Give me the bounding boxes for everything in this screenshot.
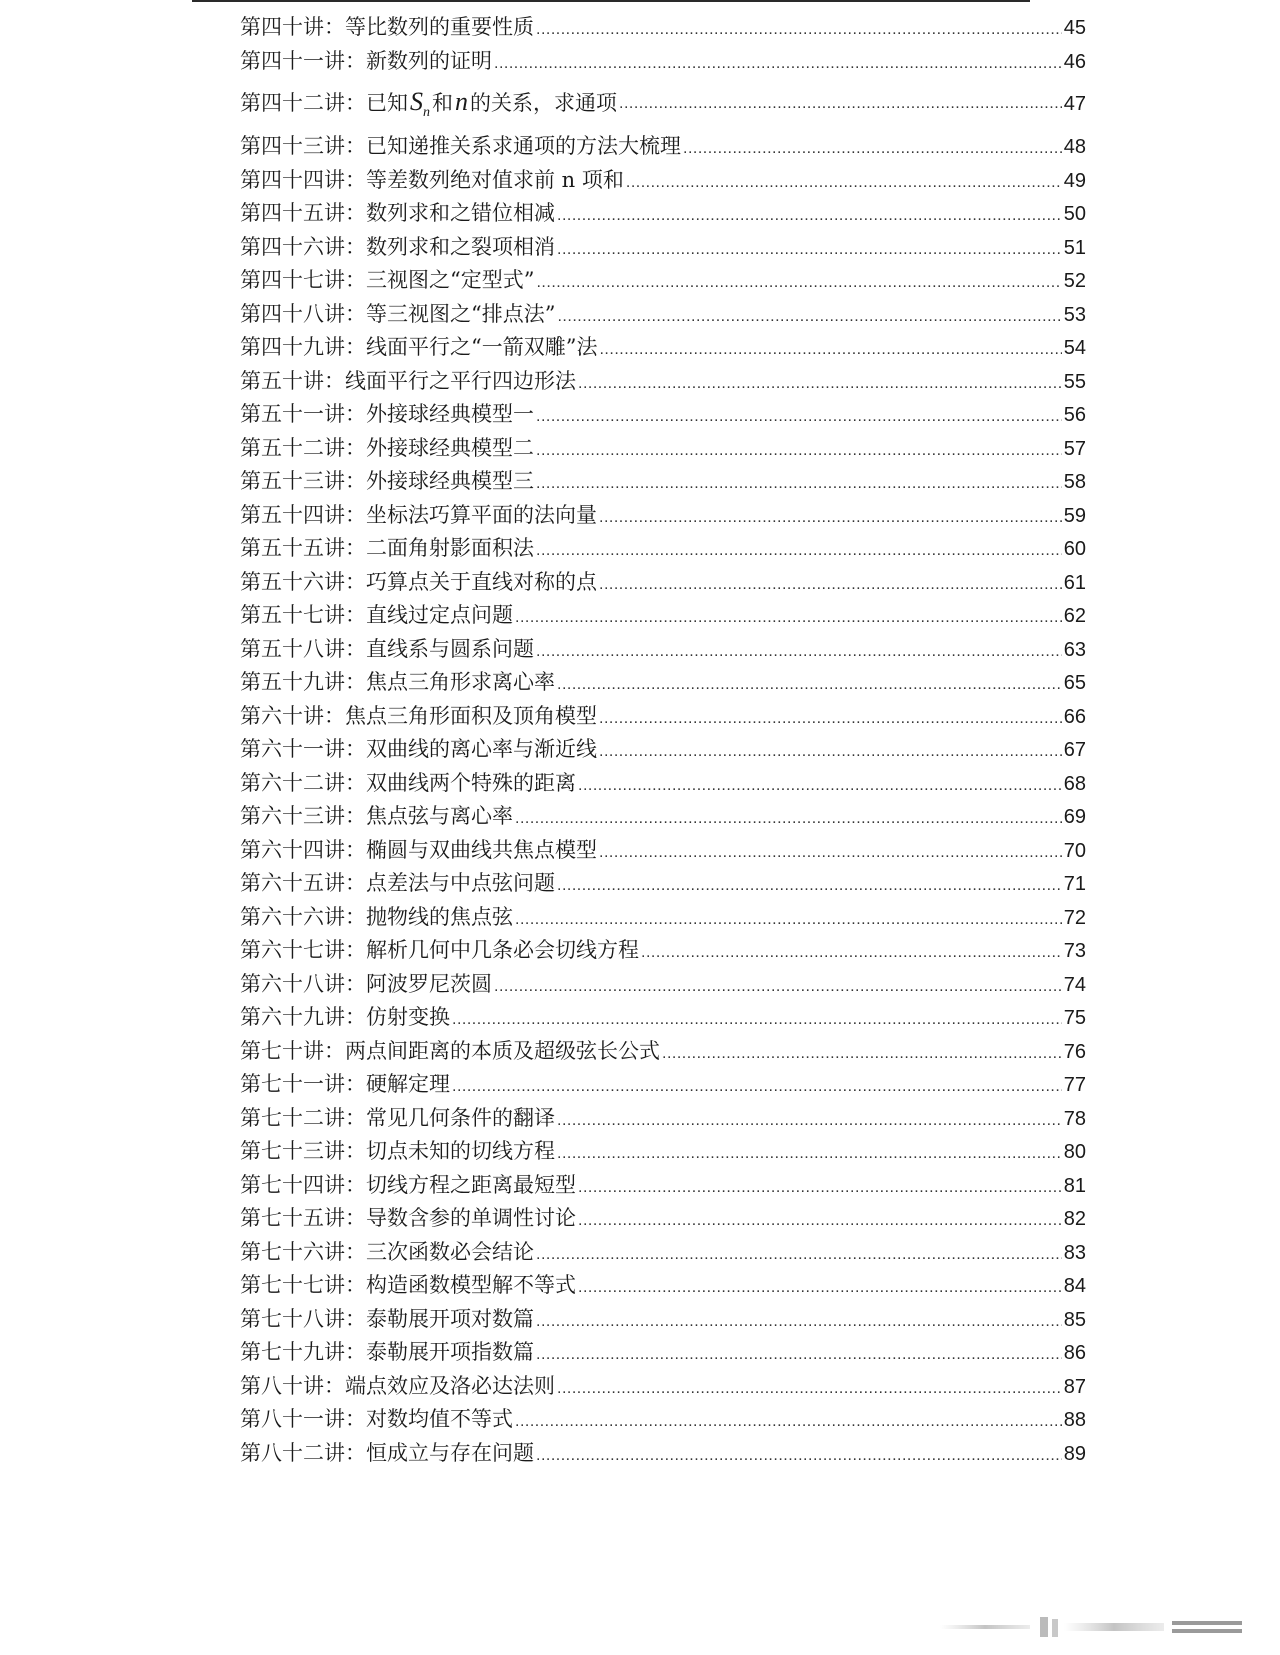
- toc-entry-page: 58: [1063, 471, 1086, 493]
- toc-entry-title: [240, 87, 617, 121]
- toc-entry-61[interactable]: [240, 733, 1086, 767]
- toc-entry-title: 第七十讲：两点间距离的本质及超级弦长公式: [240, 1038, 660, 1063]
- toc-entry-title: 第五十三讲：外接球经典模型三: [240, 469, 534, 493]
- toc-entry-title: 第七十七讲：构造函数模型解不等式: [240, 1273, 576, 1297]
- toc-entry-page: 84: [1063, 1275, 1086, 1297]
- toc-entry-title: 第六十四讲：椭圆与双曲线共焦点模型: [240, 837, 597, 862]
- toc-entry-51[interactable]: [240, 398, 1086, 432]
- toc-entry-55[interactable]: [240, 532, 1086, 566]
- toc-entry-page: 88: [1063, 1409, 1086, 1431]
- toc-entry-82[interactable]: [240, 1437, 1086, 1471]
- toc-entry-63[interactable]: [240, 800, 1086, 834]
- toc-entry-page: 75: [1063, 1007, 1086, 1029]
- toc-entry-page: 48: [1063, 136, 1086, 158]
- toc-entry-title: 第八十二讲：恒成立与存在问题: [240, 1440, 534, 1465]
- toc-entry-41[interactable]: [240, 45, 1086, 79]
- toc-leader-dots: [452, 1078, 1062, 1096]
- toc-entry-title: 第四十九讲：线面平行之“一箭双雕”法: [240, 335, 598, 359]
- toc-entry-title: 第五十二讲：外接球经典模型二: [240, 435, 534, 460]
- toc-entry-45[interactable]: [240, 197, 1086, 231]
- toc-entry-50[interactable]: [240, 365, 1086, 399]
- toc-entry-40[interactable]: [240, 11, 1086, 45]
- toc-entry-title: 第六十三讲：焦点弦与离心率: [240, 804, 513, 828]
- toc-entry-title: 第四十八讲：等三视图之“排点法”: [240, 301, 556, 326]
- toc-leader-dots: [578, 777, 1062, 795]
- toc-entry-71[interactable]: [240, 1068, 1086, 1102]
- toc-entry-58[interactable]: [240, 633, 1086, 667]
- toc-leader-dots: [599, 576, 1062, 594]
- toc-entry-page: 46: [1063, 50, 1086, 73]
- toc-entry-title: 第八十讲：端点效应及洛必达法则: [240, 1373, 555, 1398]
- watermark-logo-icon: [940, 1615, 1250, 1639]
- toc-entry-80[interactable]: [240, 1370, 1086, 1404]
- toc-leader-dots: [557, 877, 1062, 895]
- toc-entry-page: 45: [1063, 17, 1086, 39]
- toc-entry-title: 第六十七讲：解析几何中几条必会切线方程: [240, 938, 639, 962]
- toc-entry-title: 第四十讲：等比数列的重要性质: [240, 15, 534, 39]
- top-rule: [192, 0, 1030, 2]
- toc-entry-56[interactable]: [240, 566, 1086, 600]
- toc-leader-dots: [536, 643, 1062, 661]
- toc-leader-dots: [619, 95, 1062, 113]
- toc-leader-dots: [578, 375, 1062, 393]
- toc-entry-page: 74: [1063, 973, 1086, 996]
- toc-entry-page: 73: [1063, 940, 1086, 962]
- toc-entry-48[interactable]: [240, 298, 1086, 332]
- toc-leader-dots: [494, 978, 1062, 996]
- toc-leader-dots: [536, 1447, 1062, 1465]
- toc-leader-dots: [536, 475, 1062, 493]
- toc-entry-page: 66: [1063, 705, 1086, 728]
- toc-entry-73[interactable]: [240, 1135, 1086, 1169]
- toc-entry-page: 61: [1063, 571, 1086, 594]
- toc-leader-dots: [599, 844, 1062, 862]
- toc-entry-title: 第六十八讲：阿波罗尼茨圆: [240, 971, 492, 996]
- toc-entry-page: 59: [1063, 504, 1086, 527]
- toc-entry-page: 80: [1063, 1141, 1086, 1163]
- toc-entry-64[interactable]: [240, 834, 1086, 868]
- toc-entry-52[interactable]: [240, 432, 1086, 466]
- toc-entry-title: 第五十六讲：巧算点关于直线对称的点: [240, 569, 597, 594]
- toc-entry-53[interactable]: [240, 465, 1086, 499]
- toc-leader-dots: [536, 274, 1061, 292]
- toc-entry-62[interactable]: [240, 767, 1086, 801]
- toc-entry-49[interactable]: [240, 331, 1086, 365]
- toc-leader-dots: [557, 676, 1062, 694]
- toc-entry-page: 69: [1063, 806, 1086, 828]
- toc-entry-title: 第七十五讲：导数含参的单调性讨论: [240, 1206, 576, 1230]
- toc-entry-page: 49: [1063, 169, 1086, 192]
- toc-entry-title: 第六十二讲：双曲线两个特殊的距离: [240, 770, 576, 795]
- toc-entry-title: 第七十八讲：泰勒展开项对数篇: [240, 1306, 534, 1331]
- toc-entry-76[interactable]: [240, 1236, 1086, 1270]
- toc-entry-page: 87: [1063, 1375, 1086, 1398]
- toc-leader-dots: [662, 1045, 1062, 1063]
- toc-entry-47[interactable]: [240, 264, 1086, 298]
- math-s-n: [408, 86, 432, 121]
- toc-entry-title: 第七十二讲：常见几何条件的翻译: [240, 1105, 555, 1130]
- toc-entry-page: 47: [1063, 92, 1086, 115]
- toc-entry-69[interactable]: [240, 1001, 1086, 1035]
- toc-leader-dots: [626, 174, 1062, 192]
- toc-leader-dots: [557, 241, 1062, 259]
- toc-entry-59[interactable]: [240, 666, 1086, 700]
- toc-leader-dots: [557, 1145, 1062, 1163]
- toc-leader-dots: [515, 911, 1062, 929]
- toc-entry-title: 第四十四讲：等差数列绝对值求前 n 项和: [240, 167, 624, 192]
- toc-entry-74[interactable]: [240, 1169, 1086, 1203]
- toc-entry-page: 83: [1063, 1241, 1086, 1264]
- toc-entry-page: 68: [1063, 772, 1086, 795]
- math-symbol-n: n: [455, 86, 468, 116]
- toc-leader-dots: [494, 55, 1062, 73]
- toc-entry-page: 70: [1063, 839, 1086, 862]
- math-subscript-n: n: [423, 105, 430, 121]
- toc-leader-dots: [557, 308, 1061, 326]
- toc-entry-page: 50: [1063, 203, 1086, 225]
- toc-entry-57[interactable]: [240, 599, 1086, 633]
- toc-entry-65[interactable]: [240, 867, 1086, 901]
- toc-entry-title: 第四十五讲：数列求和之错位相减: [240, 201, 555, 225]
- toc-entry-title: 第六十六讲：抛物线的焦点弦: [240, 904, 513, 929]
- toc-entry-title: 第四十三讲：已知递推关系求通项的方法大梳理: [240, 134, 681, 158]
- toc-leader-dots: [536, 21, 1062, 39]
- toc-title-mid: 和: [432, 90, 453, 115]
- toc-entry-title: 第七十三讲：切点未知的切线方程: [240, 1139, 555, 1163]
- toc-entry-title: 第八十一讲：对数均值不等式: [240, 1407, 513, 1431]
- toc-entry-60[interactable]: [240, 700, 1086, 734]
- toc-leader-dots: [536, 408, 1062, 426]
- toc-entry-page: 56: [1063, 404, 1086, 426]
- toc-entry-page: 86: [1063, 1342, 1086, 1364]
- toc-entry-title: 第六十九讲：仿射变换: [240, 1005, 450, 1029]
- toc-entry-page: 65: [1063, 672, 1086, 694]
- toc-entry-page: 62: [1063, 605, 1086, 627]
- toc-entry-page: 53: [1063, 303, 1086, 326]
- toc-entry-page: 89: [1063, 1442, 1086, 1465]
- toc-leader-dots: [557, 1380, 1062, 1398]
- toc-entry-page: 71: [1063, 873, 1086, 895]
- toc-entry-title: 第五十九讲：焦点三角形求离心率: [240, 670, 555, 694]
- toc-leader-dots: [641, 944, 1062, 962]
- toc-title-pre: 第四十二讲：已知: [240, 90, 408, 115]
- toc-leader-dots: [557, 207, 1062, 225]
- math-symbol-s: S: [410, 86, 423, 116]
- toc-entry-title: 第七十一讲：硬解定理: [240, 1072, 450, 1096]
- toc-entry-title: 第五十七讲：直线过定点问题: [240, 603, 513, 627]
- toc-leader-dots: [536, 442, 1062, 460]
- toc-entry-page: 81: [1063, 1174, 1086, 1197]
- toc-entry-title: 第五十四讲：坐标法巧算平面的法向量: [240, 502, 597, 527]
- toc-entry-page: 60: [1063, 538, 1086, 560]
- toc-entry-page: 51: [1063, 236, 1086, 259]
- toc-entry-title: 第五十八讲：直线系与圆系问题: [240, 636, 534, 661]
- toc-leader-dots: [578, 1212, 1062, 1230]
- toc-leader-dots: [599, 341, 1061, 359]
- toc-leader-dots: [599, 743, 1062, 761]
- toc-leader-dots: [536, 1346, 1062, 1364]
- toc-entry-54[interactable]: [240, 499, 1086, 533]
- toc-leader-dots: [515, 1413, 1062, 1431]
- toc-entry-title: 第六十讲：焦点三角形面积及顶角模型: [240, 703, 597, 728]
- toc-leader-dots: [452, 1011, 1062, 1029]
- toc-leader-dots: [536, 1246, 1062, 1264]
- toc-entry-title: 第六十一讲：双曲线的离心率与渐近线: [240, 737, 597, 761]
- toc-entry-page: 63: [1063, 638, 1086, 661]
- toc-entry-page: 76: [1063, 1040, 1086, 1063]
- table-of-contents: [240, 11, 1086, 1470]
- toc-entry-title: 第六十五讲：点差法与中点弦问题: [240, 871, 555, 895]
- toc-entry-67[interactable]: [240, 934, 1086, 968]
- toc-entry-title: 第四十六讲：数列求和之裂项相消: [240, 234, 555, 259]
- toc-entry-title: 第五十讲：线面平行之平行四边形法: [240, 368, 576, 393]
- toc-entry-68[interactable]: [240, 968, 1086, 1002]
- toc-leader-dots: [599, 710, 1062, 728]
- toc-entry-75[interactable]: [240, 1202, 1086, 1236]
- toc-title-post: 的关系，求通项: [470, 90, 617, 115]
- toc-entry-title: 第七十九讲：泰勒展开项指数篇: [240, 1340, 534, 1364]
- toc-entry-page: 77: [1063, 1074, 1086, 1096]
- toc-leader-dots: [683, 140, 1062, 158]
- toc-entry-page: 67: [1063, 739, 1086, 761]
- toc-entry-page: 72: [1063, 906, 1086, 929]
- toc-entry-78[interactable]: [240, 1303, 1086, 1337]
- toc-leader-dots: [557, 1112, 1062, 1130]
- toc-leader-dots: [515, 609, 1062, 627]
- toc-entry-page: 52: [1063, 270, 1086, 292]
- toc-entry-title: 第七十四讲：切线方程之距离最短型: [240, 1172, 576, 1197]
- toc-entry-page: 85: [1063, 1308, 1086, 1331]
- toc-entry-page: 78: [1063, 1107, 1086, 1130]
- toc-entry-title: 第五十五讲：二面角射影面积法: [240, 536, 534, 560]
- toc-entry-title: 第四十七讲：三视图之“定型式”: [240, 268, 535, 292]
- toc-leader-dots: [515, 810, 1062, 828]
- toc-leader-dots: [599, 509, 1062, 527]
- toc-entry-70[interactable]: [240, 1035, 1086, 1069]
- toc-leader-dots: [578, 1279, 1062, 1297]
- toc-entry-page: 54: [1063, 337, 1086, 359]
- toc-entry-79[interactable]: [240, 1336, 1086, 1370]
- toc-leader-dots: [578, 1179, 1062, 1197]
- toc-entry-title: 第五十一讲：外接球经典模型一: [240, 402, 534, 426]
- toc-leader-dots: [536, 542, 1062, 560]
- toc-entry-title: 第四十一讲：新数列的证明: [240, 48, 492, 73]
- toc-entry-title: 第七十六讲：三次函数必会结论: [240, 1239, 534, 1264]
- toc-entry-44[interactable]: [240, 164, 1086, 198]
- toc-entry-page: 55: [1063, 370, 1086, 393]
- toc-entry-46[interactable]: [240, 231, 1086, 265]
- toc-entry-77[interactable]: [240, 1269, 1086, 1303]
- toc-leader-dots: [536, 1313, 1062, 1331]
- toc-entry-66[interactable]: [240, 901, 1086, 935]
- toc-entry-page: 82: [1063, 1208, 1086, 1230]
- toc-entry-page: 57: [1063, 437, 1086, 460]
- toc-entry-81[interactable]: [240, 1403, 1086, 1437]
- toc-entry-42[interactable]: [240, 78, 1086, 130]
- toc-entry-43[interactable]: [240, 130, 1086, 164]
- watermark-logo: [940, 1615, 1250, 1639]
- toc-entry-72[interactable]: [240, 1102, 1086, 1136]
